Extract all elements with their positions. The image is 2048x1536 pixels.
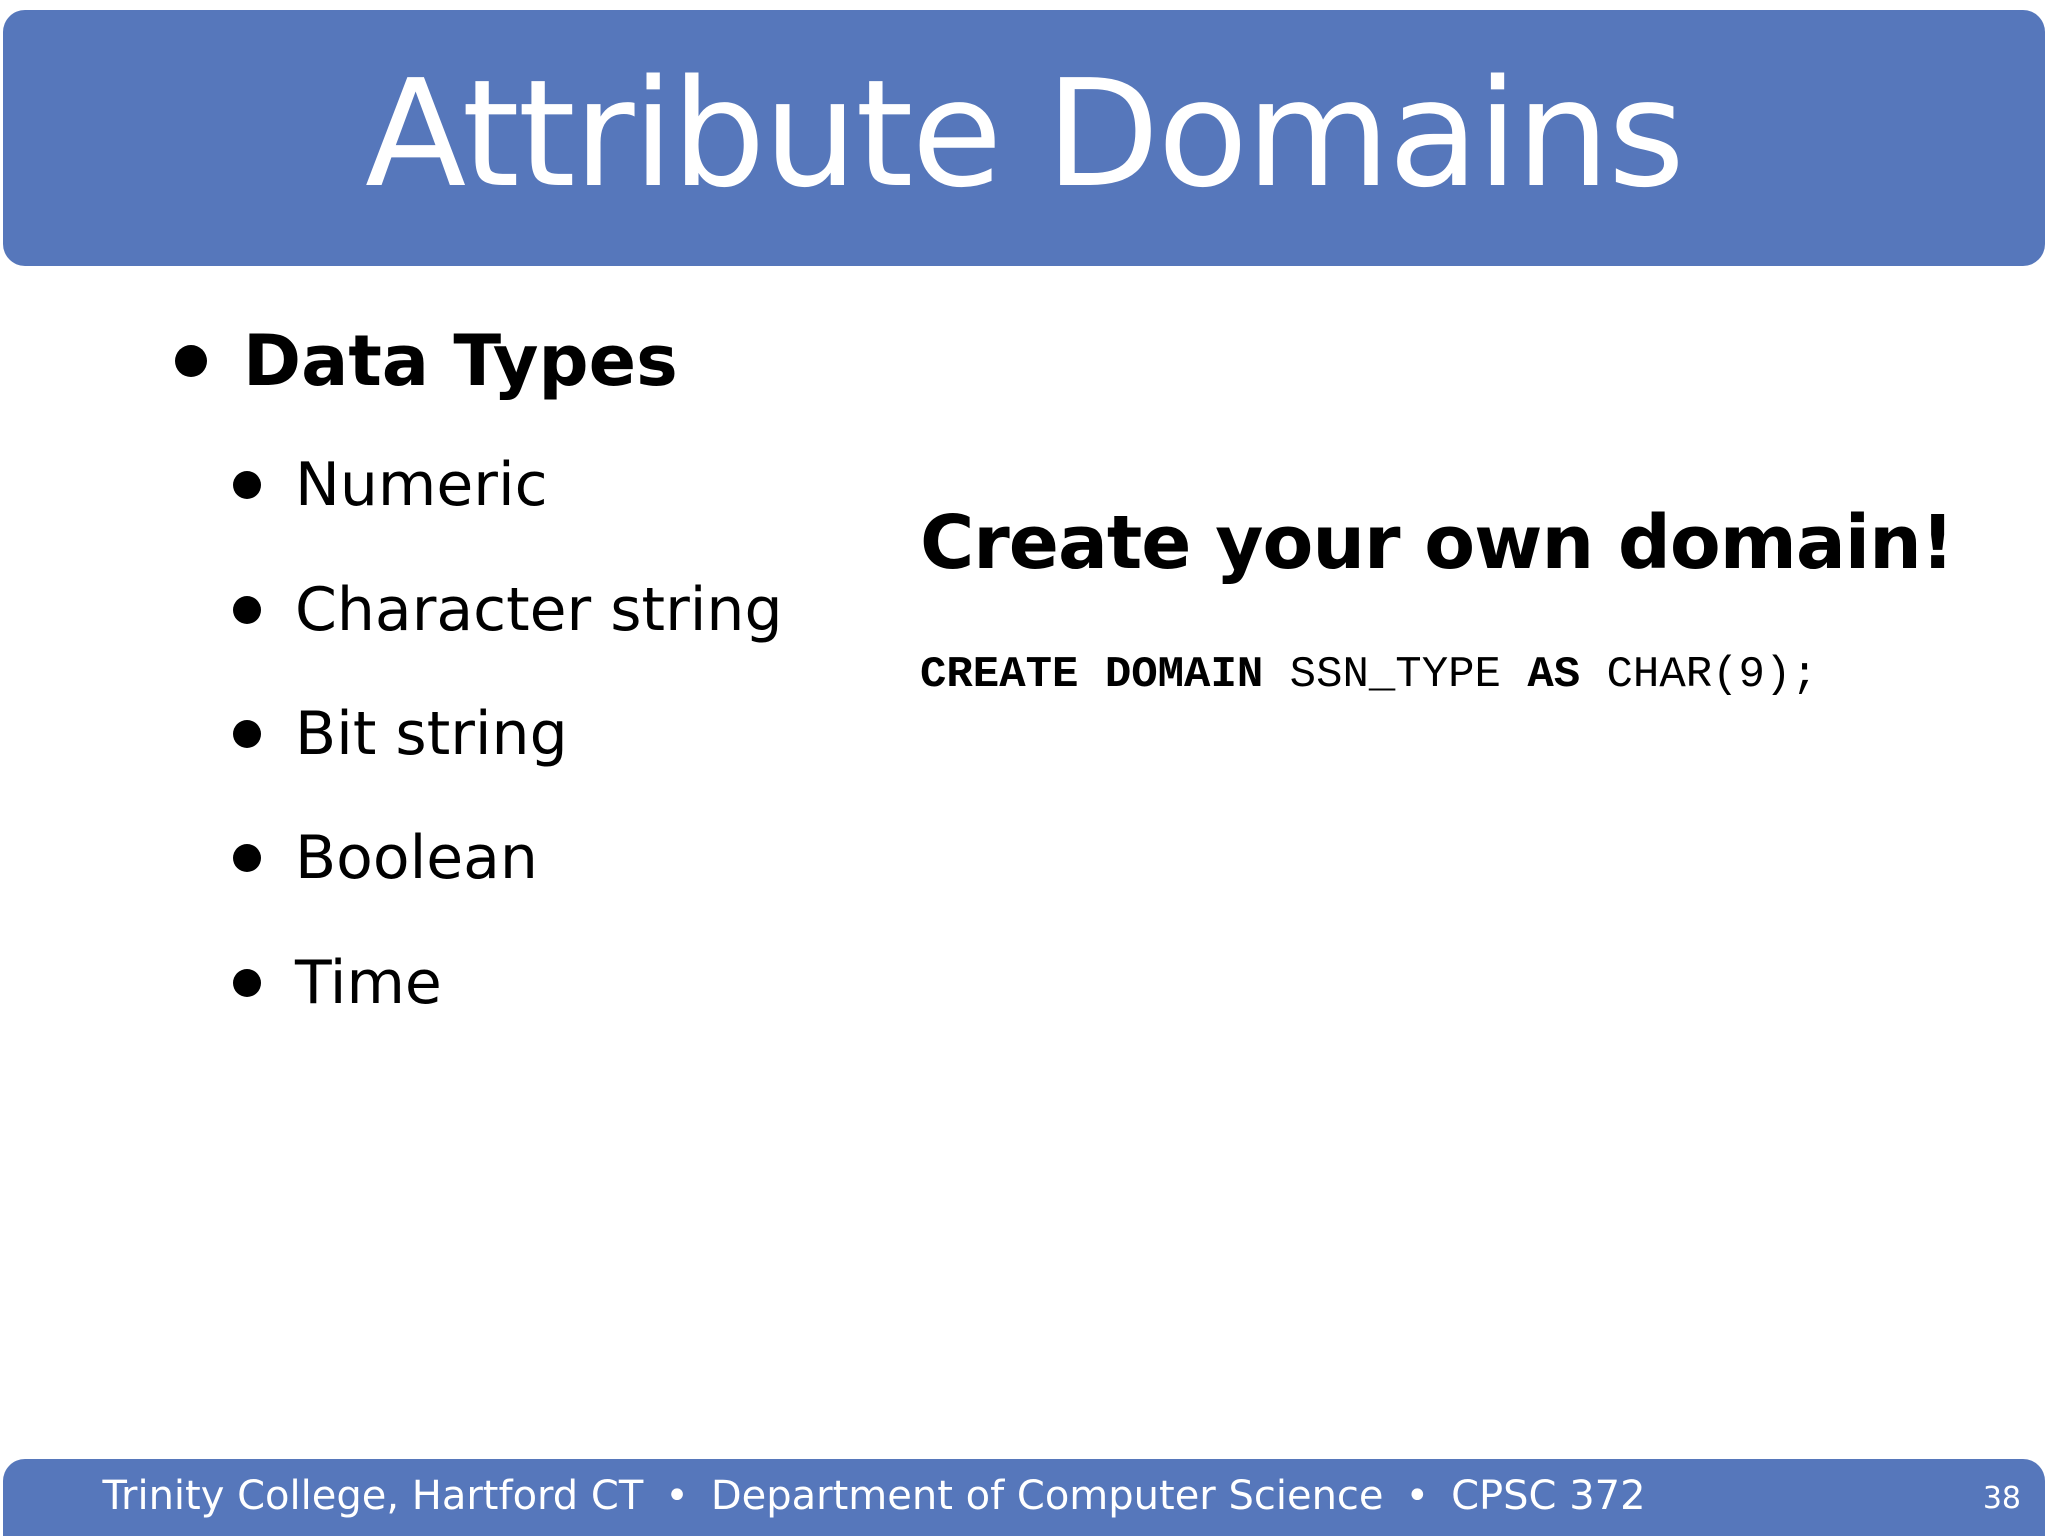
footer-bar	[3, 1459, 2045, 1536]
sub-bullet-label: Character string	[295, 575, 783, 645]
sql-domain-name: SSN_TYPE	[1289, 650, 1501, 700]
sub-bullet-label: Time	[295, 948, 442, 1018]
sql-code-line	[920, 650, 1818, 700]
footer-separator: •	[1405, 1473, 1430, 1519]
bullet-dot-icon	[233, 844, 261, 872]
bullet-dot-icon	[233, 596, 261, 624]
sub-bullet-label: Bit string	[295, 699, 568, 769]
sql-keyword-create-domain: CREATE DOMAIN	[920, 650, 1264, 700]
bullet-dot-icon	[233, 471, 261, 499]
sub-bullet	[233, 699, 568, 769]
sub-bullet-label: Numeric	[295, 450, 548, 520]
sql-keyword-as: AS	[1527, 650, 1581, 700]
bullet-dot-icon	[175, 345, 207, 377]
sub-bullet	[233, 450, 548, 520]
footer-separator: •	[665, 1473, 689, 1519]
footer-text	[3, 1473, 2045, 1519]
sub-bullet	[233, 948, 442, 1018]
footer-department: Department of Computer Science	[710, 1473, 1384, 1519]
footer-course: CPSC 372	[1451, 1473, 1646, 1519]
page-number: 38	[1982, 1481, 2021, 1516]
main-bullet-label: Data Types	[243, 320, 678, 402]
bullet-dot-icon	[233, 969, 261, 997]
title-bar	[3, 10, 2045, 266]
bullet-dot-icon	[233, 720, 261, 748]
footer-institution: Trinity College, Hartford CT	[102, 1473, 644, 1519]
sub-bullet-label: Boolean	[295, 823, 538, 893]
sub-bullet	[233, 575, 783, 645]
sql-type: CHAR(9);	[1606, 650, 1818, 700]
slide-title: Attribute Domains	[365, 48, 1683, 220]
sub-bullet	[233, 823, 538, 893]
callout-heading: Create your own domain!	[920, 500, 1954, 586]
main-bullet	[175, 320, 678, 402]
